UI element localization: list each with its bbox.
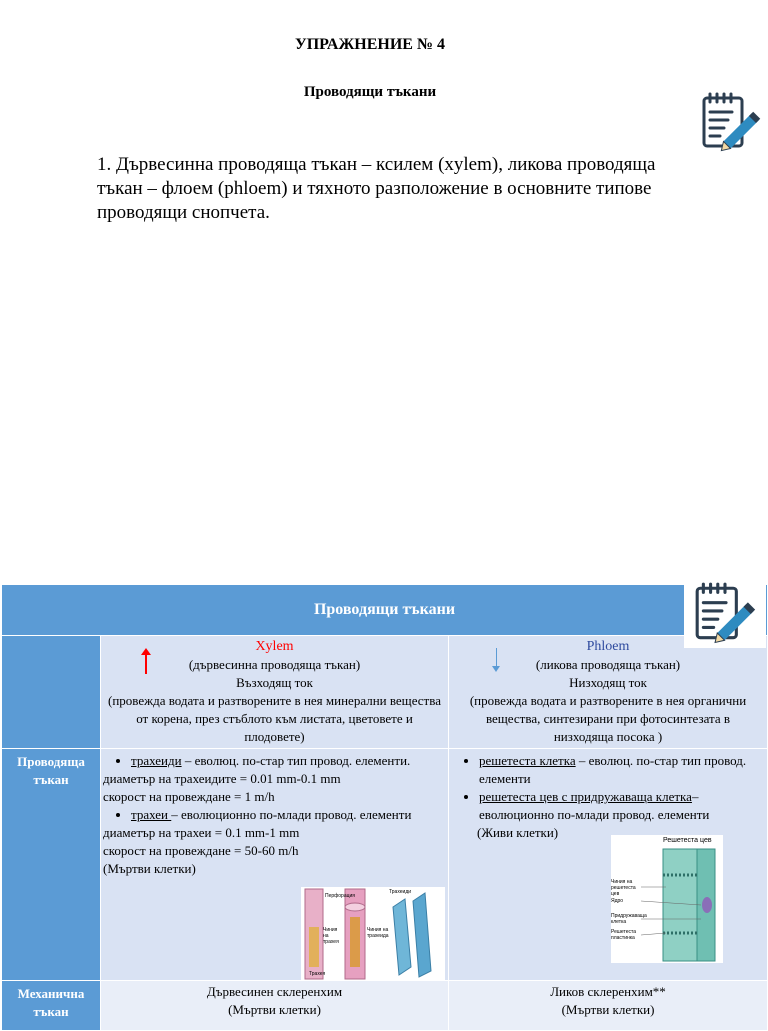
xylem-desc: (провежда водата и разтворените в нея минерални вещества от корена, през стъблото към листата, цветовете и плодовете) [108, 693, 441, 744]
phloem-sclerenchyma-note: (Мъртви клетки) [561, 1002, 655, 1017]
page-subtitle: Проводящи тъкани [303, 84, 437, 100]
phloem-sieve-tube-illustration [611, 835, 723, 963]
xylem-trach-diameter: диаметър на трахеидите = 0.01 mm-0.1 mm [103, 771, 341, 786]
fig-label: Чиния на решетеста цев [611, 879, 636, 897]
notepad-pencil-icon [684, 580, 766, 648]
notepad-pencil-icon [696, 90, 766, 156]
arrow-down-icon [496, 648, 497, 668]
xylem-vessels-illustration [301, 887, 445, 981]
list-item: • решетеста клетка – еволюц. по-стар тип провод. елементи [479, 752, 767, 788]
list-item: • решетеста цев с придружаваща клетка– еволюционно по-млади провод. елементи [479, 788, 767, 824]
xylem-vessel-diameter: диаметър на трахеи = 0.1 mm-1 mm [103, 825, 300, 840]
xylem-trach-speed: скорост на провеждане = 1 m/h [103, 789, 275, 804]
table-header: Проводящи тъкани [2, 585, 768, 636]
fig-label: Перфорация [325, 893, 355, 899]
fig-label: Решетеста цев [663, 837, 712, 844]
fig-label: Ядро [611, 898, 624, 904]
xylem-title: Xylem [255, 639, 294, 654]
row-label-mechanical: Механична тъкан [2, 981, 101, 1031]
xylem-dead-cells: (Мъртви клетки) [103, 861, 196, 876]
table-corner [2, 636, 101, 749]
fig-label: Решетеста пластинка [611, 929, 637, 941]
arrow-up-icon [145, 650, 147, 674]
phloem-name: (ликова проводяща тъкан) [535, 657, 681, 672]
fig-label: Чиния на трахея [323, 927, 339, 945]
phloem-living-cells: (Живи клетки) [477, 825, 559, 840]
fig-label: Трахеиди [389, 889, 412, 895]
list-item: • трахеи – еволюционно по-млади провод. елементи [131, 806, 448, 824]
phloem-sclerenchyma: Ликов склеренхим** [550, 984, 666, 999]
fig-label: Трахея [309, 971, 326, 977]
xylem-mechanical-cell [101, 981, 449, 1031]
intro-paragraph: 1. Дървесинна проводяща тъкан – ксилем (xylem), ликова проводяща тъкан – флоем (phloem) и тяхното разположение в основните типове проводящи снопчета. [97, 154, 656, 223]
page-title: УПРАЖНЕНИЕ № 4 [294, 36, 446, 53]
xylem-flow: Възходящ ток [236, 675, 313, 690]
xylem-header-cell [101, 636, 449, 749]
phloem-flow: Низходящ ток [569, 675, 647, 690]
phloem-desc: (провежда водата и разтворените в нея органични вещества, синтезирани при фотосинтезата в низходяща посока ) [469, 693, 747, 744]
phloem-title: Phloem [586, 639, 630, 654]
xylem-sclerenchyma: Дървесинен склеренхим [206, 984, 343, 999]
xylem-name: (дървесинна проводяща тъкан) [188, 657, 361, 672]
xylem-sclerenchyma-note: (Мъртви клетки) [228, 1002, 321, 1017]
row-label-conducting: Проводяща тъкан [2, 749, 101, 981]
phloem-mechanical-cell [449, 981, 768, 1031]
xylem-vessel-speed: скорост на провеждане = 50-60 m/h [103, 843, 299, 858]
fig-label: Придружаваща клетка [611, 913, 647, 925]
list-item: • трахеиди – еволюц. по-стар тип провод. елементи. [131, 752, 448, 770]
fig-label: Чиния на трахеида [367, 927, 389, 939]
